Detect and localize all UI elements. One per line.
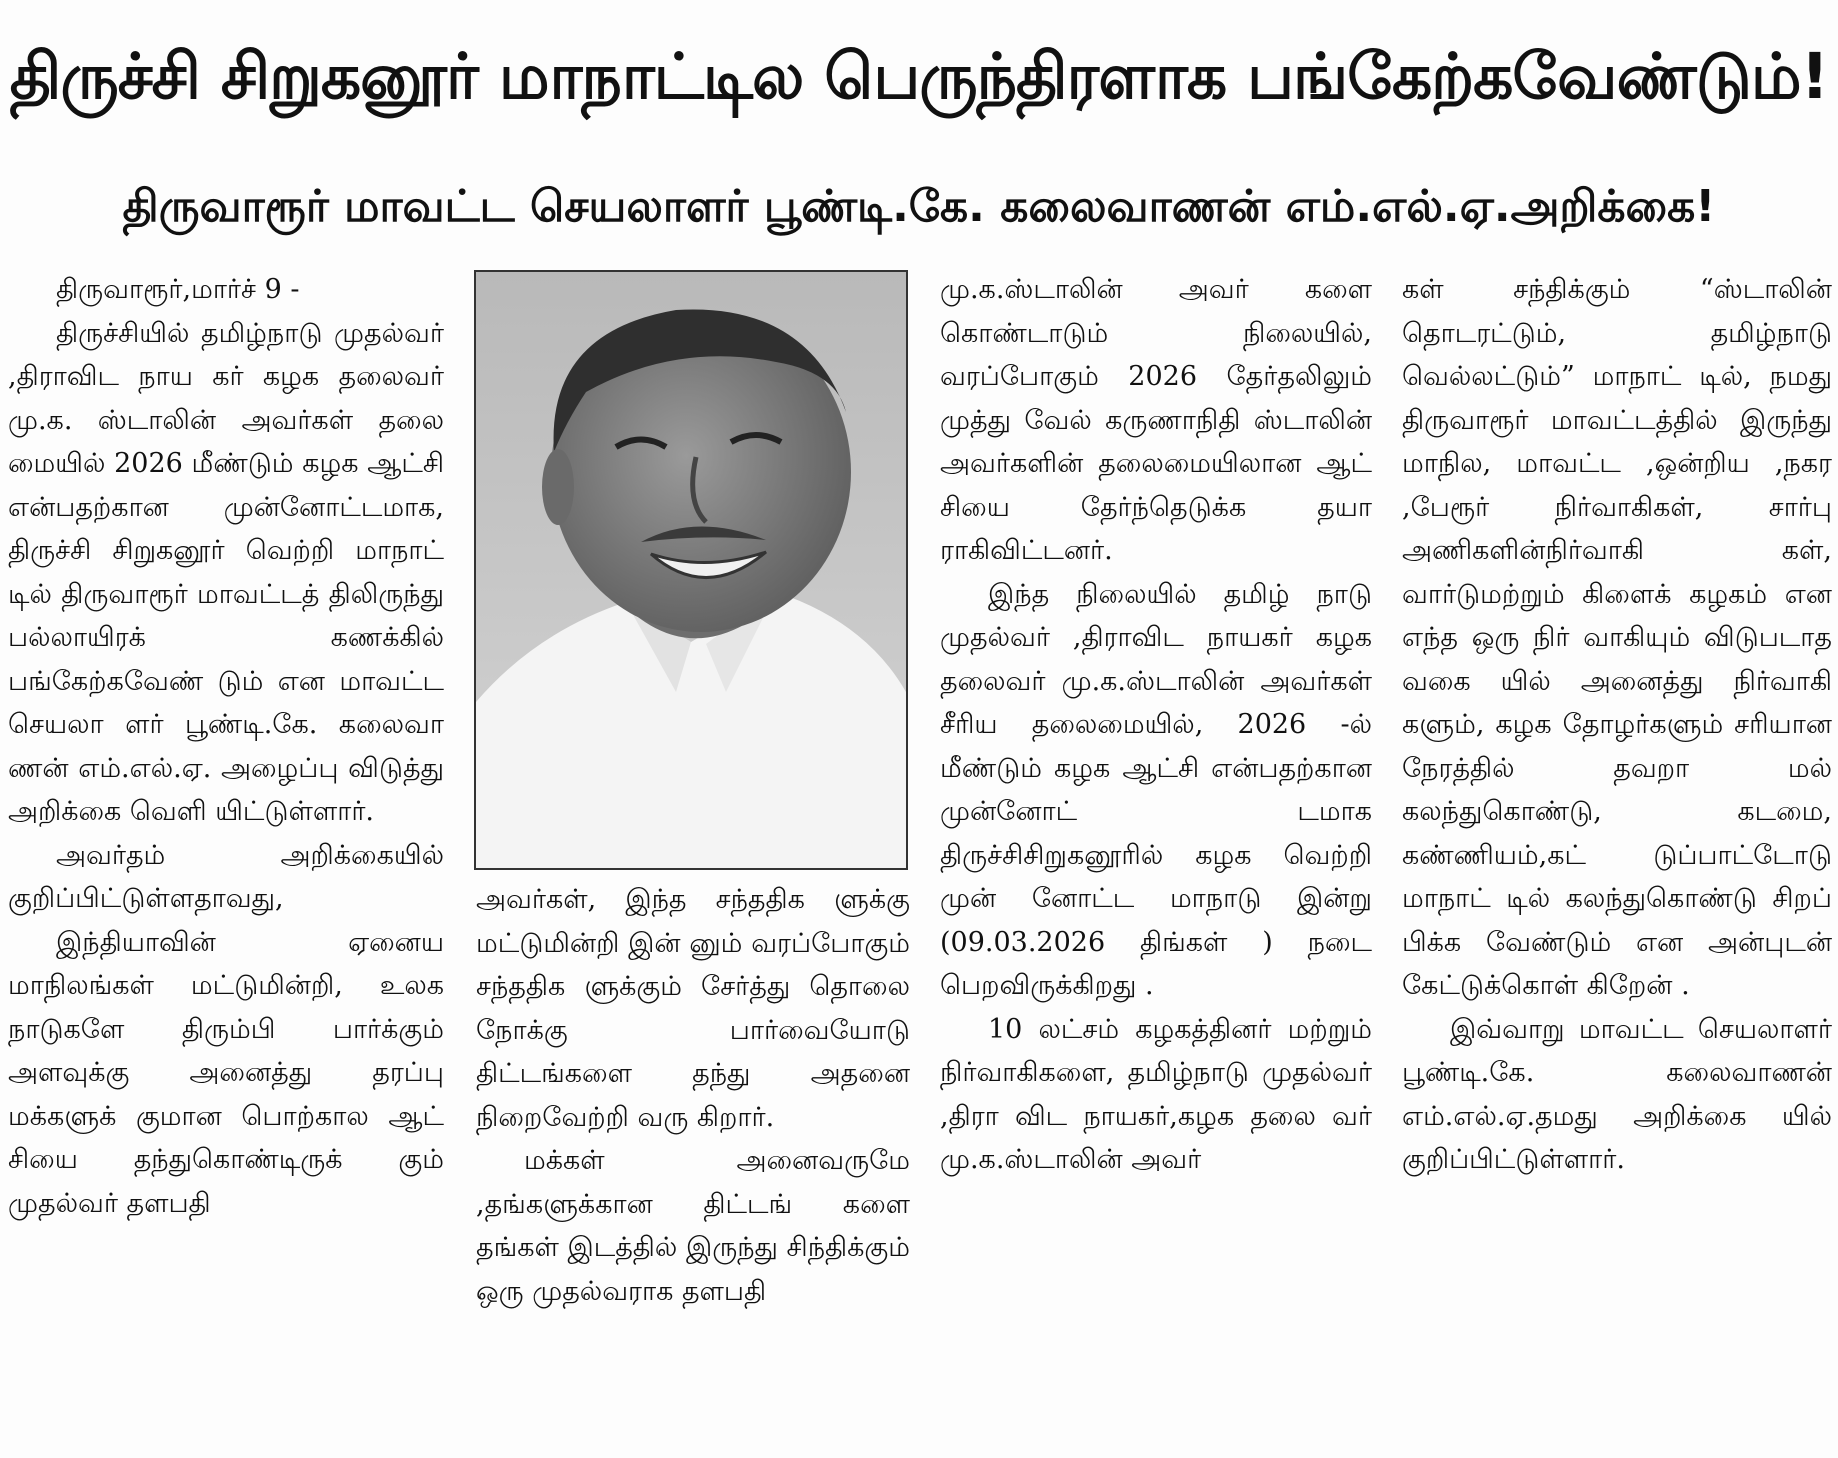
article-paragraph: அவர்தம் அறிக்கையில் குறிப்பிட்டுள்ளதாவது, (8, 839, 444, 914)
dateline: திருவாரூர்,மார்ச் 9 - (56, 274, 300, 305)
article-paragraph: இந்த நிலையில் தமிழ் நாடு முதல்வர் ,திராவிட நாயகர் கழக தலைவர் மு.க.ஸ்டாலின் அவர்கள் சீரிய தலைமையில், 2026 -ல் மீண்டும் கழக ஆட்சி என்பதற்கான முன்னோட் டமாக திருச்சிசிறுகனூரில் கழக வெற்றி முன் னோட்ட மாநாடு இன்று (09.03.2026 திங்கள் ) நடை பெறவிருக்கிறது . (940, 578, 1372, 1001)
article-column-1 (8, 268, 444, 1458)
article-column-2 (476, 878, 910, 1458)
headline: திருச்சி சிறுகனூர் மாநாட்டில பெருந்திரளாக பங்கேற்கவேண்டும்! (9, 39, 1829, 113)
article-paragraph: அவர்கள், இந்த சந்ததிக ளுக்கு மட்டுமின்றி இன் னும் வரப்போகும் சந்ததிக ளுக்கும் சேர்த்து தொலை நோக்கு பார்வையோடு திட்டங்களை தந்து அதனை நிறைவேற்றி வரு கிறார். (476, 884, 910, 1133)
article-paragraph: மக்கள் அனைவருமே ,தங்களுக்கான திட்டங் களை தங்கள் இடத்தில் இருந்து சிந்திக்கும் ஒரு முதல்வராக தளபதி (476, 1145, 910, 1307)
article-column-4 (1402, 268, 1832, 1458)
portrait-photo (474, 270, 908, 870)
article-column-3 (940, 268, 1372, 1458)
article-paragraph: திருச்சியில் தமிழ்நாடு முதல்வர் ,திராவிட நாய கர் கழக தலைவர் மு.க. ஸ்டாலின் அவர்கள் தலை மையில் 2026 மீண்டும் கழக ஆட்சி என்பதற்கான முன்னோட்டமாக, திருச்சி சிறுகனூர் வெற்றி மாநாட் டில் திருவாரூர் மாவட்டத் திலிருந்து பல்லாயிரக் கணக்கில் பங்கேற்கவேண் டும் என மாவட்ட செயலா ளர் பூண்டி.கே. கலைவா ணன் எம்.எல்.ஏ. அழைப்பு விடுத்து அறிக்கை வெளி யிட்டுள்ளார். (8, 317, 444, 827)
article-paragraph: இந்தியாவின் ஏனைய மாநிலங்கள் மட்டுமின்றி, உலக நாடுகளே திரும்பி பார்க்கும் அளவுக்கு அனைத்து தரப்பு மக்களுக் குமான பொற்கால ஆட் சியை தந்துகொண்டிருக் கும் முதல்வர் தளபதி (8, 926, 444, 1219)
article-paragraph: இவ்வாறு மாவட்ட செயலாளர் பூண்டி.கே. கலைவாணன் எம்.எல்.ஏ.தமது அறிக்கை யில் குறிப்பிட்டுள்ளார். (1402, 1013, 1832, 1175)
portrait-illustration (476, 272, 906, 868)
article-paragraph: கள் சந்திக்கும் “ஸ்டாலின் தொடரட்டும், தமிழ்நாடு வெல்லட்டும்” மாநாட் டில், நமது திருவாரூர் மாவட்டத்தில் இருந்து மாநில, மாவட்ட ,ஒன்றிய ,நகர ,பேரூர் நிர்வாகிகள், சார்பு அணிகளின்நிர்வாகி கள், வார்டுமற்றும் கிளைக் கழகம் என எந்த ஒரு நிர் வாகியும் விடுபடாத வகை யில் அனைத்து நிர்வாகி களும், கழக தோழர்களும் சரியான நேரத்தில் தவறா மல் கலந்துகொண்டு, கடமை, கண்ணியம்,கட் டுப்பாட்டோடு மாநாட் டில் கலந்துகொண்டு சிறப் பிக்க வேண்டும் என அன்புடன் கேட்டுக்கொள் கிறேன் . (1402, 274, 1832, 1001)
article-paragraph: 10 லட்சம் கழகத்தினர் மற்றும் நிர்வாகிகளை, தமிழ்நாடு முதல்வர் ,திரா விட நாயகர்,கழக தலை வர் மு.க.ஸ்டாலின் அவர் (940, 1013, 1372, 1175)
article-paragraph: மு.க.ஸ்டாலின் அவர் களை கொண்டாடும் நிலையில், வரப்போகும் 2026 தேர்தலிலும் முத்து வேல் கருணாநிதி ஸ்டாலின் அவர்களின் தலைமையிலான ஆட் சியை தேர்ந்தெடுக்க தயா ராகிவிட்டனர். (940, 274, 1372, 566)
subheadline: திருவாரூர் மாவட்ட செயலாளர் பூண்டி.கே. கலைவாணன் எம்.எல்.ஏ.அறிக்கை! (122, 181, 1716, 232)
